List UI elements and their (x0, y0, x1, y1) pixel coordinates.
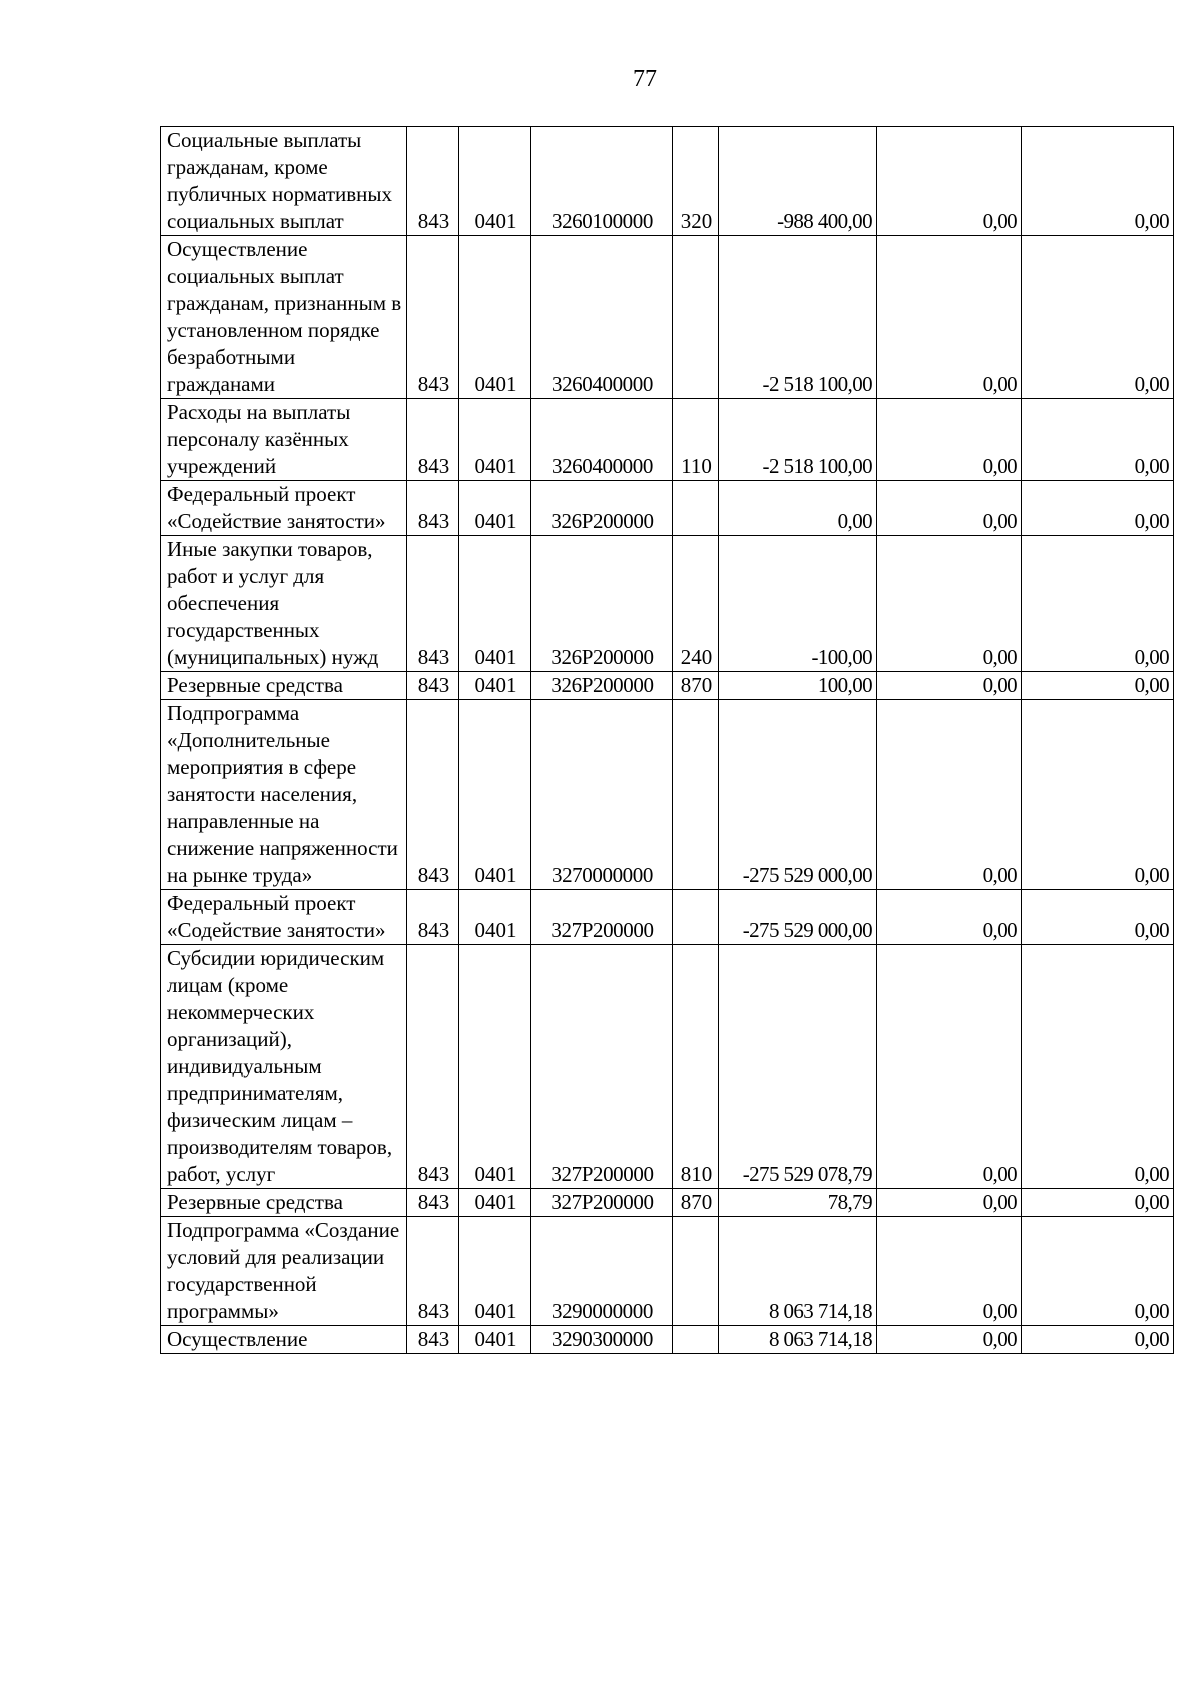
amount-year2-cell: 0,00 (877, 127, 1022, 236)
page-number: 77 (633, 66, 657, 92)
expense-type-cell (673, 1217, 719, 1326)
amount-year2-cell: 0,00 (877, 236, 1022, 399)
target-article-cell: 3260400000 (531, 236, 673, 399)
target-article-cell: 327Р200000 (531, 945, 673, 1189)
table-row (161, 127, 1174, 236)
amount-year3-cell: 0,00 (1022, 236, 1174, 399)
amount-cell: -275 529 000,00 (719, 700, 877, 890)
table-row (161, 700, 1174, 890)
amount-cell: -100,00 (719, 536, 877, 672)
row-name-cell: Субсидии юридическим лицам (кроме некоммерческих организаций), индивидуальным предпринимателям, физическим лицам – производителям товаров, работ, услуг (161, 945, 407, 1189)
target-article-cell: 3290300000 (531, 1326, 673, 1354)
grbs-code-cell: 843 (407, 1189, 459, 1217)
table-row (161, 945, 1174, 1189)
expense-type-cell (673, 700, 719, 890)
amount-year3-cell: 0,00 (1022, 127, 1174, 236)
amount-cell: 78,79 (719, 1189, 877, 1217)
section-code-cell: 0401 (459, 1326, 531, 1354)
amount-year3-cell: 0,00 (1022, 700, 1174, 890)
expense-type-cell: 110 (673, 399, 719, 481)
grbs-code-cell: 843 (407, 1217, 459, 1326)
amount-year2-cell: 0,00 (877, 481, 1022, 536)
amount-year3-cell: 0,00 (1022, 672, 1174, 700)
amount-cell: 100,00 (719, 672, 877, 700)
section-code-cell: 0401 (459, 536, 531, 672)
section-code-cell: 0401 (459, 700, 531, 890)
table-row (161, 1217, 1174, 1326)
amount-year3-cell: 0,00 (1022, 536, 1174, 672)
row-name-cell: Федеральный проект «Содействие занятости» (161, 481, 407, 536)
target-article-cell: 326Р200000 (531, 672, 673, 700)
row-name-cell: Осуществление социальных выплат гражданам, признанным в установленном порядке безработными гражданами (161, 236, 407, 399)
row-name-cell: Расходы на выплаты персоналу казённых учреждений (161, 399, 407, 481)
expense-type-cell (673, 890, 719, 945)
table-row (161, 236, 1174, 399)
expense-type-cell: 870 (673, 1189, 719, 1217)
grbs-code-cell: 843 (407, 399, 459, 481)
grbs-code-cell: 843 (407, 127, 459, 236)
expense-type-cell: 240 (673, 536, 719, 672)
amount-cell: 8 063 714,18 (719, 1217, 877, 1326)
amount-cell: -2 518 100,00 (719, 399, 877, 481)
expense-type-cell (673, 481, 719, 536)
budget-table (160, 126, 1174, 1354)
grbs-code-cell: 843 (407, 945, 459, 1189)
section-code-cell: 0401 (459, 672, 531, 700)
section-code-cell: 0401 (459, 127, 531, 236)
row-name-cell: Резервные средства (161, 1189, 407, 1217)
amount-year2-cell: 0,00 (877, 672, 1022, 700)
expense-type-cell (673, 1326, 719, 1354)
section-code-cell: 0401 (459, 236, 531, 399)
section-code-cell: 0401 (459, 945, 531, 1189)
row-name-cell: Подпрограмма «Дополнительные мероприятия в сфере занятости населения, направленные на снижение напряженности на рынке труда» (161, 700, 407, 890)
row-name-cell: Социальные выплаты гражданам, кроме публичных нормативных социальных выплат (161, 127, 407, 236)
amount-year3-cell: 0,00 (1022, 399, 1174, 481)
target-article-cell: 327Р200000 (531, 890, 673, 945)
amount-year3-cell: 0,00 (1022, 890, 1174, 945)
row-name-cell: Осуществление (161, 1326, 407, 1354)
amount-year3-cell: 0,00 (1022, 481, 1174, 536)
expense-type-cell: 320 (673, 127, 719, 236)
target-article-cell: 3270000000 (531, 700, 673, 890)
section-code-cell: 0401 (459, 399, 531, 481)
table-row (161, 672, 1174, 700)
amount-cell: -988 400,00 (719, 127, 877, 236)
grbs-code-cell: 843 (407, 672, 459, 700)
target-article-cell: 3290000000 (531, 1217, 673, 1326)
amount-year3-cell: 0,00 (1022, 945, 1174, 1189)
row-name-cell: Иные закупки товаров, работ и услуг для обеспечения государственных (муниципальных) нужд (161, 536, 407, 672)
section-code-cell: 0401 (459, 1217, 531, 1326)
target-article-cell: 326Р200000 (531, 481, 673, 536)
amount-year2-cell: 0,00 (877, 399, 1022, 481)
table-row (161, 399, 1174, 481)
expense-type-cell: 870 (673, 672, 719, 700)
amount-cell: 0,00 (719, 481, 877, 536)
table-row (161, 890, 1174, 945)
grbs-code-cell: 843 (407, 1326, 459, 1354)
amount-year2-cell: 0,00 (877, 1326, 1022, 1354)
amount-year3-cell: 0,00 (1022, 1326, 1174, 1354)
row-name-cell: Федеральный проект «Содействие занятости» (161, 890, 407, 945)
section-code-cell: 0401 (459, 890, 531, 945)
target-article-cell: 3260100000 (531, 127, 673, 236)
expense-type-cell (673, 236, 719, 399)
amount-year3-cell: 0,00 (1022, 1217, 1174, 1326)
target-article-cell: 3260400000 (531, 399, 673, 481)
amount-year2-cell: 0,00 (877, 1189, 1022, 1217)
grbs-code-cell: 843 (407, 890, 459, 945)
amount-year2-cell: 0,00 (877, 700, 1022, 890)
table-row (161, 536, 1174, 672)
row-name-cell: Подпрограмма «Создание условий для реализации государственной программы» (161, 1217, 407, 1326)
amount-cell: 8 063 714,18 (719, 1326, 877, 1354)
table-row (161, 481, 1174, 536)
grbs-code-cell: 843 (407, 536, 459, 672)
amount-year2-cell: 0,00 (877, 890, 1022, 945)
target-article-cell: 326Р200000 (531, 536, 673, 672)
table-row (161, 1189, 1174, 1217)
amount-year2-cell: 0,00 (877, 1217, 1022, 1326)
target-article-cell: 327Р200000 (531, 1189, 673, 1217)
amount-cell: -275 529 078,79 (719, 945, 877, 1189)
table-row (161, 1326, 1174, 1354)
section-code-cell: 0401 (459, 1189, 531, 1217)
amount-year3-cell: 0,00 (1022, 1189, 1174, 1217)
grbs-code-cell: 843 (407, 236, 459, 399)
expense-type-cell: 810 (673, 945, 719, 1189)
section-code-cell: 0401 (459, 481, 531, 536)
amount-cell: -275 529 000,00 (719, 890, 877, 945)
amount-cell: -2 518 100,00 (719, 236, 877, 399)
grbs-code-cell: 843 (407, 481, 459, 536)
amount-year2-cell: 0,00 (877, 945, 1022, 1189)
grbs-code-cell: 843 (407, 700, 459, 890)
row-name-cell: Резервные средства (161, 672, 407, 700)
amount-year2-cell: 0,00 (877, 536, 1022, 672)
